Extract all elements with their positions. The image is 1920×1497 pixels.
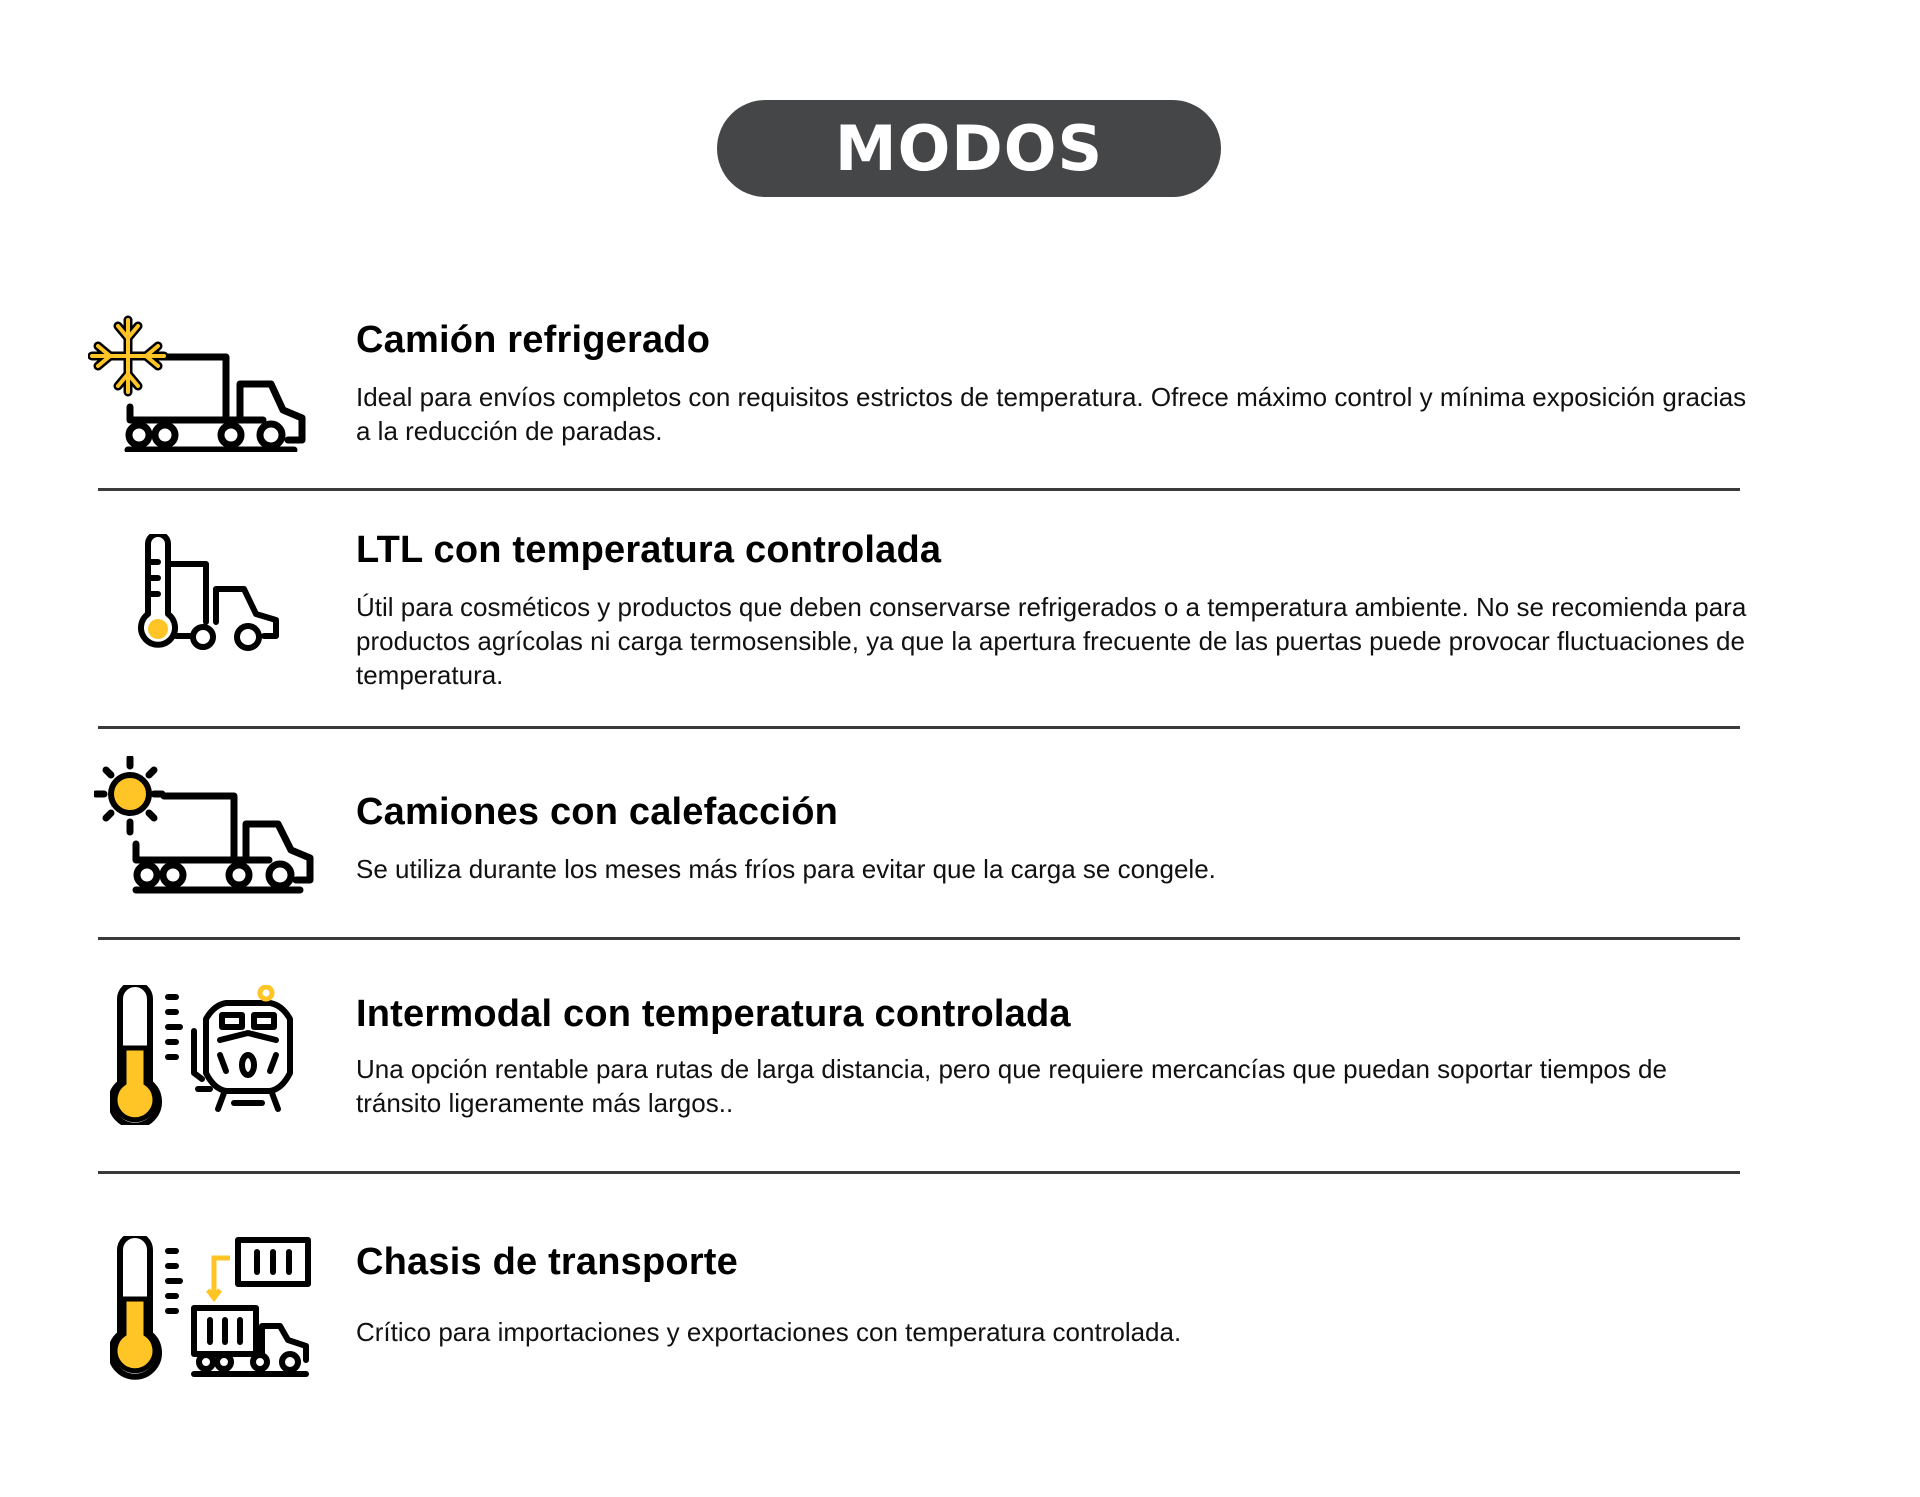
thermometer-train-icon xyxy=(110,985,320,1125)
divider xyxy=(98,937,1740,940)
divider xyxy=(98,726,1740,729)
section-title: MODOS xyxy=(834,112,1104,185)
heated-truck-icon xyxy=(94,756,319,896)
divider xyxy=(98,1171,1740,1174)
divider xyxy=(98,488,1740,491)
mode-description: Útil para cosméticos y productos que deben conservarse refrigerados o a temperatura ambiente. No se recomienda para productos agrícolas ni carga termosensible, ya que la apertura frecuente de las puertas puede provocar fluctuaciones de temperatura. xyxy=(356,592,1747,690)
thermometer-truck-icon xyxy=(136,534,286,654)
mode-description: Ideal para envíos completos con requisitos estrictos de temperatura. Ofrece máximo control y mínima exposición gracias a la reducción de paradas. xyxy=(356,382,1747,446)
mode-title: Intermodal con temperatura controlada xyxy=(356,993,1071,1035)
refrigerated-truck-icon xyxy=(88,312,313,452)
mode-description: Se utiliza durante los meses más fríos para evitar que la carga se congele. xyxy=(356,854,1216,884)
mode-title: LTL con temperatura controlada xyxy=(356,529,942,571)
section-title-pill xyxy=(717,100,1221,197)
mode-title: Chasis de transporte xyxy=(356,1241,738,1283)
mode-title: Camiones con calefacción xyxy=(356,791,839,833)
mode-description: Crítico para importaciones y exportaciones con temperatura controlada. xyxy=(356,1317,1182,1347)
container-chassis-icon xyxy=(110,1236,320,1381)
mode-title: Camión refrigerado xyxy=(356,319,711,361)
mode-description: Una opción rentable para rutas de larga distancia, pero que requiere mercancías que puedan soportar tiempos de tránsito ligeramente más largos.. xyxy=(356,1054,1667,1118)
